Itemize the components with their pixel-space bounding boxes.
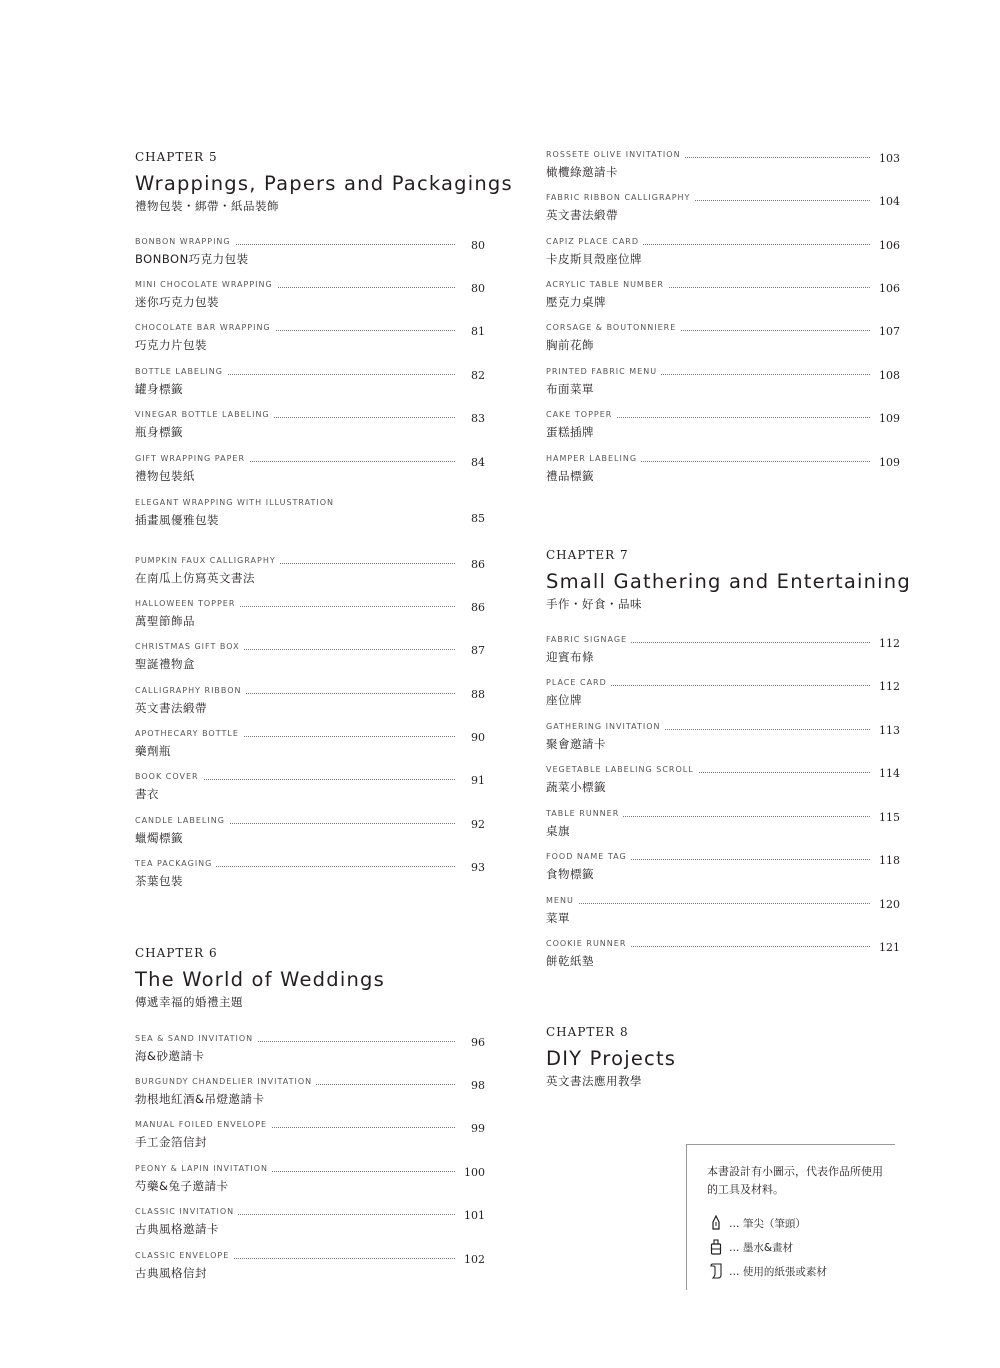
toc-entry[interactable] [546,852,900,886]
chapter-6-header [135,946,485,1010]
toc-entry[interactable] [135,1207,485,1241]
entry-zh: 瓶身標籤 [135,425,183,439]
entry-en: CLASSIC ENVELOPE [135,1251,233,1260]
entry-page: 114 [879,767,900,780]
entry-zh: 插畫風優雅包裝 [135,513,219,527]
chapter-5-header [135,150,513,214]
icon-legend [686,1144,895,1290]
entry-page: 81 [471,325,485,338]
entry-en: SEA & SAND INVITATION [135,1034,257,1043]
entry-page: 82 [471,369,485,382]
ink-bottle-icon [709,1239,723,1255]
entry-en: PEONY & LAPIN INVITATION [135,1164,272,1173]
chapter-subtitle: 手作・好食・品味 [546,597,642,611]
entry-zh: 禮物包裝紙 [135,469,195,483]
toc-entry[interactable] [546,367,900,401]
entry-en: CHOCOLATE BAR WRAPPING [135,323,275,332]
entry-page: 80 [471,282,485,295]
entry-zh: 罐身標籤 [135,382,183,396]
entry-en: ROSSETE OLIVE INVITATION [546,150,685,159]
toc-entry[interactable] [546,237,900,271]
entry-zh: 巧克力片包裝 [135,338,207,352]
entry-zh: 聖誕禮物盒 [135,657,195,671]
entry-en: FABRIC RIBBON CALLIGRAPHY [546,193,694,202]
entry-page: 107 [879,325,900,338]
toc-entry[interactable] [546,635,900,669]
chapter-subtitle: 禮物包裝・綁帶・紙品裝飾 [135,199,279,213]
entry-page: 101 [464,1209,485,1222]
entry-page: 103 [879,152,900,165]
entry-zh: 卡皮斯貝殼座位牌 [546,252,642,266]
entry-page: 96 [471,1036,485,1049]
entry-page: 108 [879,369,900,382]
entry-page: 121 [879,941,900,954]
toc-entry[interactable] [135,367,485,401]
entry-en: ACRYLIC TABLE NUMBER [546,280,668,289]
entry-zh: 英文書法緞帶 [546,208,618,222]
entry-page: 80 [471,239,485,252]
entry-en: PRINTED FABRIC MENU [546,367,661,376]
toc-entry[interactable] [135,686,485,720]
entry-zh: 胸前花飾 [546,338,594,352]
entry-en: FOOD NAME TAG [546,852,631,861]
entry-zh: 古典風格信封 [135,1266,207,1280]
chapter-label: CHAPTER 7 [546,548,629,562]
entry-page: 91 [471,774,485,787]
chapter-label: CHAPTER 6 [135,946,218,960]
toc-entry[interactable] [546,722,900,756]
legend-label: … 筆尖（筆頭） [729,1217,806,1230]
entry-zh: BONBON巧克力包裝 [135,252,249,266]
entry-zh: 布面菜單 [546,382,594,396]
chapter-label: CHAPTER 8 [546,1025,629,1039]
toc-entry[interactable] [135,323,485,357]
entry-zh: 餅乾紙墊 [546,954,594,968]
entry-page: 106 [879,282,900,295]
entry-en: HALLOWEEN TOPPER [135,599,239,608]
entry-en: CORSAGE & BOUTONNIERE [546,323,680,332]
entry-en: TABLE RUNNER [546,809,623,818]
entry-zh: 禮品標籤 [546,469,594,483]
toc-entry[interactable] [135,816,485,850]
toc-entry[interactable] [546,323,900,357]
chapter-title: The World of Weddings [135,968,385,991]
toc-entry[interactable] [135,729,485,763]
entry-page: 83 [471,412,485,425]
entry-en: TEA PACKAGING [135,859,216,868]
chapter-8-header [546,1025,900,1089]
legend-row-nib [709,1215,806,1231]
entry-zh: 古典風格邀請卡 [135,1222,219,1236]
dot-leader [546,903,870,904]
nib-icon [709,1215,723,1231]
entry-zh: 蔬菜小標籤 [546,780,606,794]
entry-page: 99 [471,1122,485,1135]
entry-zh: 迷你巧克力包裝 [135,295,219,309]
chapter-title: Small Gathering and Entertaining [546,570,911,593]
toc-entry[interactable] [135,599,485,633]
chapter-subtitle: 傳遞幸福的婚禮主題 [135,995,243,1009]
entry-page: 104 [879,195,900,208]
entry-page: 84 [471,456,485,469]
entry-zh: 書衣 [135,787,159,801]
entry-en: CHRISTMAS GIFT BOX [135,642,244,651]
toc-entry[interactable] [135,1120,485,1154]
toc-entry[interactable] [135,1251,485,1285]
chapter-title: DIY Projects [546,1047,677,1070]
toc-entry[interactable] [546,280,900,314]
legend-row-ink [709,1239,793,1255]
toc-entry[interactable] [135,1077,485,1111]
toc-entry[interactable] [135,642,485,676]
entry-en: VINEGAR BOTTLE LABELING [135,410,274,419]
entry-en: PLACE CARD [546,678,611,687]
entry-en: CAPIZ PLACE CARD [546,237,643,246]
chapter-label: CHAPTER 5 [135,150,218,164]
toc-entry[interactable] [546,410,900,444]
entry-en: CANDLE LABELING [135,816,229,825]
entry-page: 106 [879,239,900,252]
entry-zh: 橄欖綠邀請卡 [546,165,618,179]
entry-en: FABRIC SIGNAGE [546,635,631,644]
entry-page: 86 [471,601,485,614]
entry-en: BOOK COVER [135,772,203,781]
toc-entry[interactable] [546,765,900,799]
entry-page: 86 [471,558,485,571]
entry-en: MANUAL FOILED ENVELOPE [135,1120,271,1129]
entry-en: PUMPKIN FAUX CALLIGRAPHY [135,556,280,565]
entry-zh: 迎賓布條 [546,650,594,664]
toc-entry[interactable] [135,237,485,271]
entry-zh: 桌旗 [546,824,570,838]
entry-zh: 座位牌 [546,693,582,707]
entry-zh: 菜單 [546,911,570,925]
toc-entry[interactable] [135,280,485,314]
entry-zh: 藥劑瓶 [135,744,171,758]
entry-en: ELEGANT WRAPPING WITH ILLUSTRATION [135,498,338,507]
entry-page: 109 [879,456,900,469]
entry-en: VEGETABLE LABELING SCROLL [546,765,698,774]
entry-en: CALLIGRAPHY RIBBON [135,686,246,695]
entry-page: 87 [471,644,485,657]
toc-entry[interactable] [546,939,900,973]
entry-page: 98 [471,1079,485,1092]
entry-page: 115 [879,811,900,824]
toc-entry[interactable] [546,678,900,712]
entry-zh: 聚會邀請卡 [546,737,606,751]
legend-label: … 墨水&畫材 [729,1241,794,1254]
entry-en: BONBON WRAPPING [135,237,235,246]
toc-entry[interactable] [135,454,485,488]
entry-zh: 蛋糕插牌 [546,425,594,439]
chapter-subtitle: 英文書法應用教學 [546,1074,642,1088]
entry-page: 100 [464,1166,485,1179]
entry-en: COOKIE RUNNER [546,939,630,948]
entry-page: 109 [879,412,900,425]
entry-page: 85 [471,512,485,525]
entry-en: GATHERING INVITATION [546,722,664,731]
entry-en: HAMPER LABELING [546,454,641,463]
entry-en: APOTHECARY BOTTLE [135,729,243,738]
toc-entry[interactable] [135,1034,485,1068]
entry-page: 118 [879,854,900,867]
entry-zh: 在南瓜上仿寫英文書法 [135,571,255,585]
entry-page: 112 [879,680,900,693]
entry-zh: 勃根地紅酒&吊燈邀請卡 [135,1092,265,1106]
chapter-7-header [546,548,911,612]
toc-entry[interactable] [546,809,900,843]
toc-entry[interactable] [546,193,900,227]
entry-en: BURGUNDY CHANDELIER INVITATION [135,1077,316,1086]
entry-en: MINI CHOCOLATE WRAPPING [135,280,277,289]
entry-zh: 芍藥&兔子邀請卡 [135,1179,229,1193]
toc-entry[interactable] [546,896,900,930]
entry-en: BOTTLE LABELING [135,367,227,376]
entry-page: 93 [471,861,485,874]
toc-entry[interactable] [135,410,485,444]
toc-entry[interactable] [135,556,485,590]
entry-en: CLASSIC INVITATION [135,1207,238,1216]
toc-entry[interactable] [135,772,485,806]
entry-zh: 英文書法緞帶 [135,701,207,715]
entry-en: CAKE TOPPER [546,410,616,419]
entry-page: 90 [471,731,485,744]
entry-page: 88 [471,688,485,701]
entry-en: GIFT WRAPPING PAPER [135,454,249,463]
entry-page: 120 [879,898,900,911]
entry-zh: 壓克力桌牌 [546,295,606,309]
entry-page: 113 [879,724,900,737]
entry-en: MENU [546,896,578,905]
toc-entry[interactable] [135,1164,485,1198]
toc-entry[interactable] [546,150,900,184]
entry-zh: 手工金箔信封 [135,1135,207,1149]
toc-entry[interactable] [135,859,485,893]
toc-entry[interactable] [135,498,485,532]
entry-zh: 海&砂邀請卡 [135,1049,205,1063]
entry-page: 92 [471,818,485,831]
entry-zh: 茶葉包裝 [135,874,183,888]
entry-zh: 蠟燭標籤 [135,831,183,845]
legend-description: 本書設計有小圖示，代表作品所使用的工具及材料。 [707,1165,883,1196]
toc-entry[interactable] [546,454,900,488]
entry-page: 112 [879,637,900,650]
legend-row-paper [709,1263,827,1279]
entry-page: 102 [464,1253,485,1266]
entry-zh: 萬聖節飾品 [135,614,195,628]
entry-zh: 食物標籤 [546,867,594,881]
paper-scroll-icon [709,1263,723,1279]
legend-label: … 使用的紙張或素材 [729,1265,827,1278]
chapter-title: Wrappings, Papers and Packagings [135,172,513,195]
